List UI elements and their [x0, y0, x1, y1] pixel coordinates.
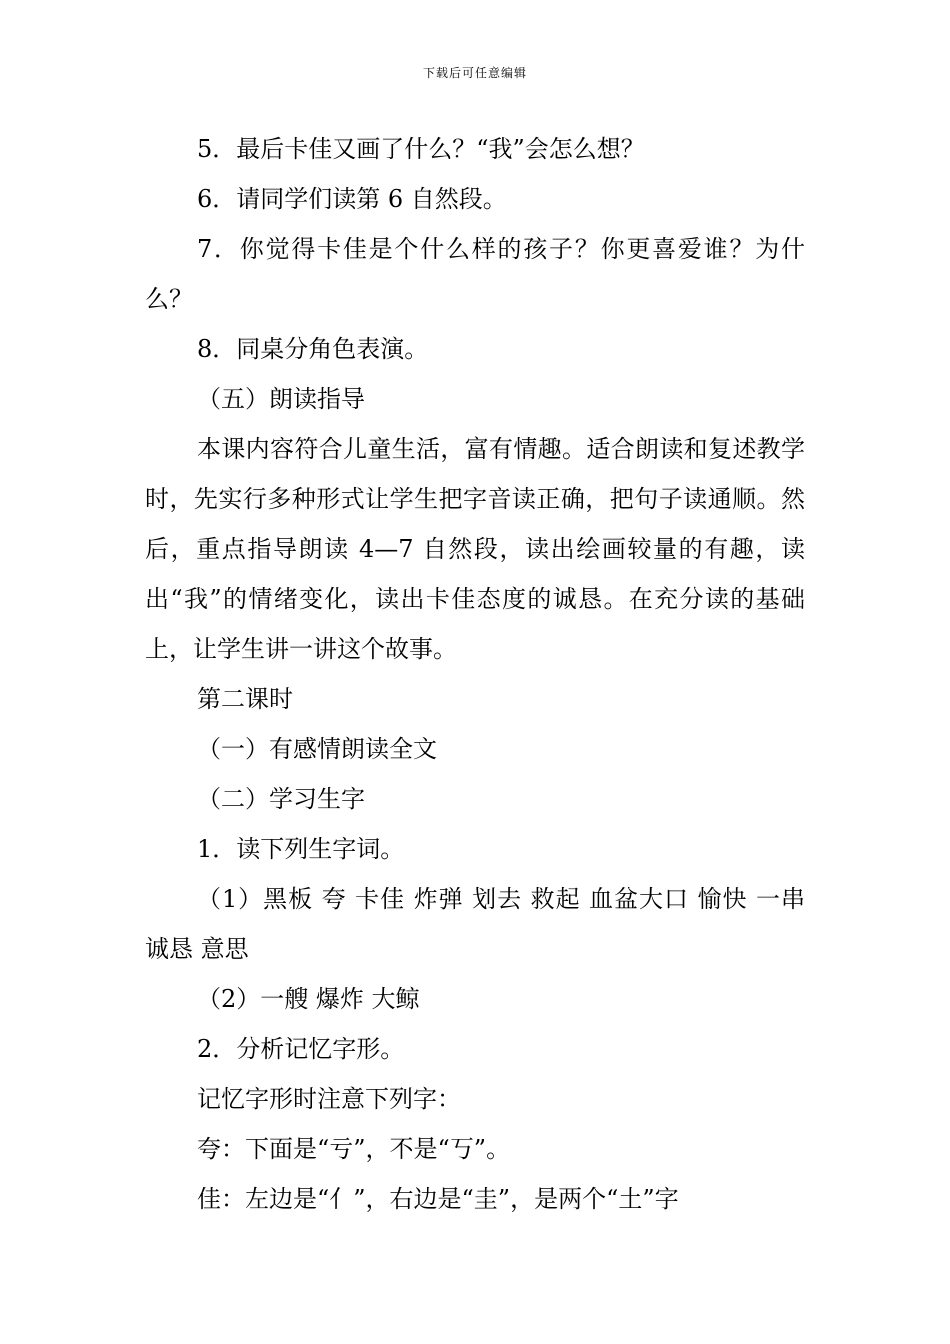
- paragraph-q7: 7．你觉得卡佳是个什么样的孩子？你更喜爱谁？为什么？: [145, 235, 805, 313]
- section-heading-reading-guide: （五）朗读指导: [197, 385, 365, 413]
- paragraph-step2: 2．分析记忆字形。: [197, 1035, 405, 1063]
- section-heading-learn-characters: （二）学习生字: [197, 785, 365, 813]
- section-heading-read-aloud: （一）有感情朗读全文: [197, 735, 437, 763]
- paragraph-reading-guide: 本课内容符合儿童生活，富有情趣。适合朗读和复述教学时，先实行多种形式让学生把字音读正确，把句子读通顺。然后，重点指导朗读 4—7 自然段，读出绘画较量的有趣，读出“我”的情绪变化，读出卡佳态度的诚恳。在充分读的基础上，让学生讲一讲这个故事。: [145, 435, 805, 663]
- paragraph-char-kua: 夸：下面是“亏”，不是“丂”。: [197, 1135, 511, 1163]
- paragraph-q5: 5．最后卡佳又画了什么？“我”会怎么想？: [197, 135, 645, 163]
- lesson-heading-second: 第二课时: [197, 685, 293, 713]
- paragraph-note: 记忆字形时注意下列字：: [197, 1085, 461, 1113]
- paragraph-q8: 8．同桌分角色表演。: [197, 335, 429, 363]
- paragraph-q6: 6．请同学们读第 6 自然段。: [197, 185, 507, 213]
- page-header: 下载后可任意编辑: [422, 66, 527, 80]
- paragraph-step1: 1．读下列生字词。: [197, 835, 405, 863]
- paragraph-char-jia: 佳：左边是“亻”，右边是“圭”，是两个“土”字: [197, 1185, 679, 1213]
- word-list-1: （1）黑板 夸 卡佳 炸弹 划去 救起 血盆大口 愉快 一串 诚恳 意思: [145, 885, 805, 963]
- word-list-2: （2）一艘 爆炸 大鲸: [197, 985, 420, 1013]
- document-body: [145, 124, 805, 1224]
